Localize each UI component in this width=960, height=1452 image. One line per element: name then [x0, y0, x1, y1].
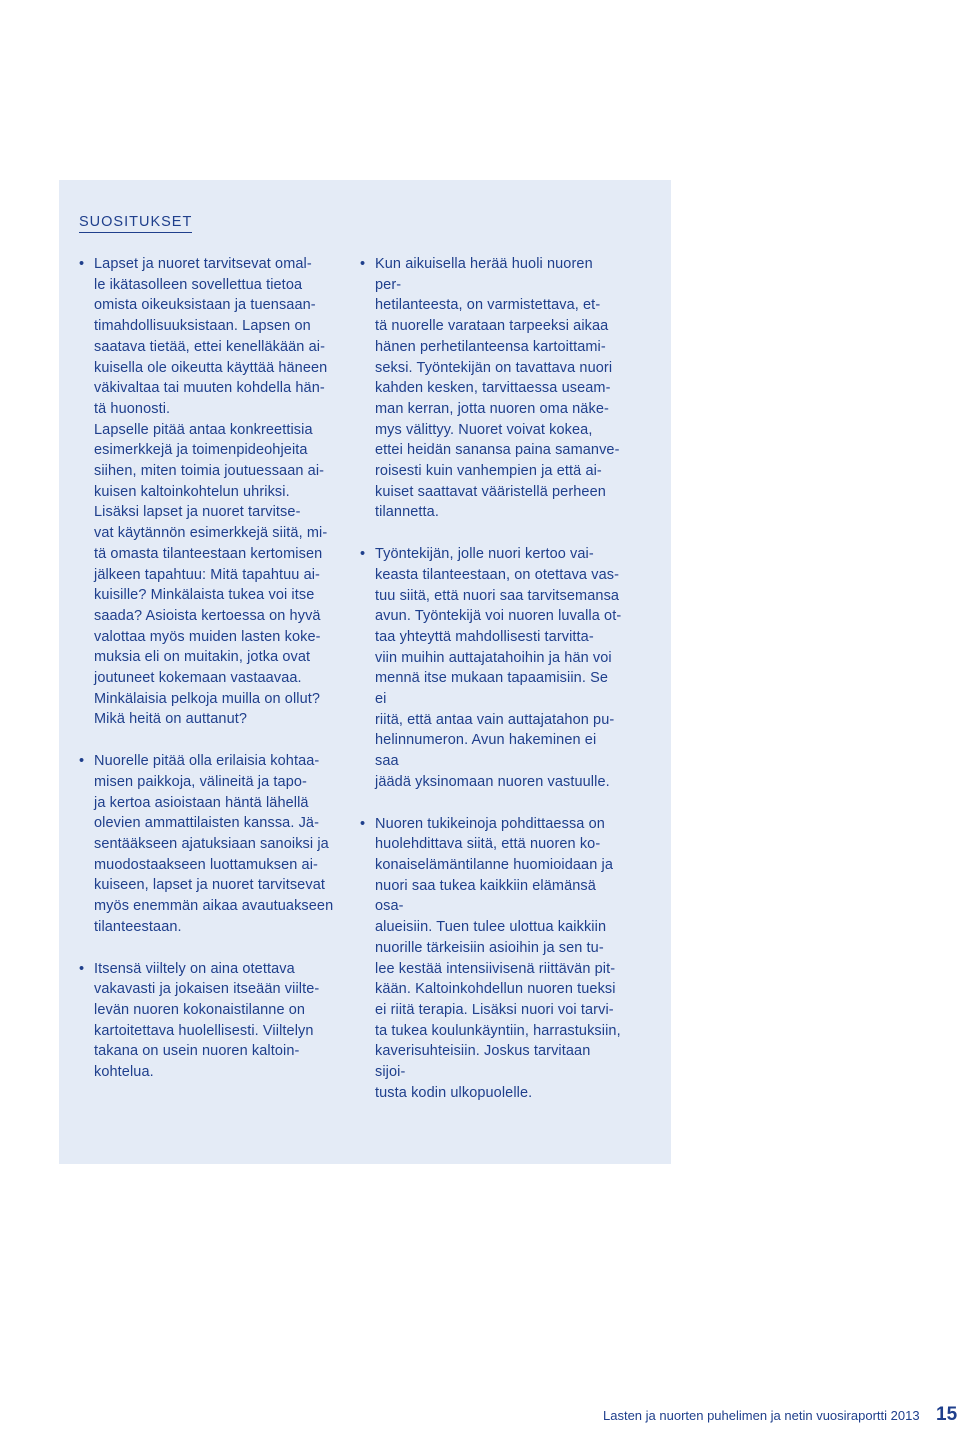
bullet-icon: • — [360, 546, 366, 563]
paragraph: Nuoren tukikeinoja pohdittaessa on huolehdittava siitä, että nuoren ko- konaiselämäntilanne huomioidaan ja nuori saa tukea kaikkiin elämänsä osa- alueisiin. Tuen tulee ulottua kaikkiin nuorille tärkeisiin asioihin ja sen tu- lee kestää intensiivisenä riittävän pit- kään. Kaltoinkohdellun nuoren tueksi ei riitä terapia. Lisäksi nuori voi tarvi- ta tukea koulunkäyntiin, harrastuksiin, kaverisuhteisiin. Joskus tarvitaan sijoi- tusta kodin ulkopuolelle. — [375, 815, 621, 1101]
paragraph: Lisäksi lapset ja nuoret tarvitse- vat käytännön esimerkkejä siitä, mi- tä omasta tilanteestaan kertomisen jälkeen tapahtuu: Mitä tapahtuu ai- kuisille? Minkälaista tukea voi itse saada? Asioista kertoessa on hyvä valottaa myös muiden lasten koke- muksia eli on muitakin, jotka ovat joutuneet kokemaan vastaavaa. Minkälaisia pelkoja muilla on ollut? Mikä heitä on auttanut? — [94, 504, 328, 728]
bullet-item — [77, 751, 341, 937]
bullet-icon: • — [79, 960, 85, 977]
bullet-icon: • — [79, 256, 85, 272]
right-column — [358, 254, 622, 1124]
bullet-item — [358, 254, 622, 523]
left-column — [77, 254, 341, 1104]
bullet-item — [77, 254, 341, 730]
bullet-icon: • — [79, 753, 85, 770]
bullet-item — [358, 814, 622, 1104]
page-number: 15 — [936, 1404, 958, 1425]
paragraph: Itsensä viiltely on aina otettava vakavasti ja jokaisen itseään viilte- levän nuoren kokonaistilanne on kartoitettava huolellisesti. Viiltelyn takana on usein nuoren kaltoin- kohtelua. — [94, 960, 320, 1081]
bullet-icon: • — [360, 256, 366, 272]
paragraph: Lapset ja nuoret tarvitsevat omal- le ikätasolleen sovellettua tietoa omista oikeuksistaan ja tuensaan- timahdollisuuksistaan. Lapsen on saatava tietää, ettei kenelläkään ai- kuisella ole oikeutta käyttää häneen väkivaltaa tai muuten kohdella hän- tä huonosti. — [94, 256, 328, 417]
paragraph: Kun aikuisella herää huoli nuoren per- hetilanteesta, on varmistettava, et- tä nuorelle varataan tarpeeksi aikaa hänen perhetilanteensa kartoittami- seksi. Työntekijän on tavattava nuori kahden kesken, tarvittaessa useam- man kerran, jotta nuoren oma näke- mys välittyy. Nuoret voivat kokea, ettei heidän sanansa paina samanve- roisesti kuin vanhempien ja että ai- kuiset saattavat vääristellä perheen tilannetta. — [375, 256, 620, 521]
footer-title: Lasten ja nuorten puhelimen ja netin vuosiraportti 2013 — [603, 1408, 920, 1423]
paragraph: Lapselle pitää antaa konkreettisia esimerkkejä ja toimenpideohjeita siihen, miten toimia joutuessaan ai- kuisen kaltoinkohtelun uhriksi. — [94, 421, 325, 500]
bullet-item — [77, 959, 341, 1083]
paragraph: Nuorelle pitää olla erilaisia kohtaa- misen paikkoja, välineitä ja tapo- ja kertoa asioistaan häntä lähellä olevien ammattilaisten kanssa. Jä- sentääkseen ajatuksiaan sanoiksi ja muodostaakseen luottamuksen ai- kuiseen, lapset ja nuoret tarvitsevat myös enemmän aikaa avautuakseen tilanteestaan. — [94, 753, 334, 935]
section-heading: SUOSITUKSET — [79, 212, 192, 233]
bullet-icon: • — [360, 815, 366, 832]
bullet-item — [358, 544, 622, 792]
paragraph: Työntekijän, jolle nuori kertoo vai- keasta tilanteestaan, on otettava vas- tuu siitä, että nuori saa tarvitsemansa avun. Työntekijä voi nuoren luvalla ot- taa yhteyttä mahdollisesti tarvitta- viin muihin auttajatahoihin ja hän voi mennä itse mukaan tapaamisiin. Se ei riitä, että antaa vain auttajatahon pu- helinnumeron. Avun hakeminen ei saa jäädä yksinomaan nuoren vastuulle. — [375, 546, 622, 790]
